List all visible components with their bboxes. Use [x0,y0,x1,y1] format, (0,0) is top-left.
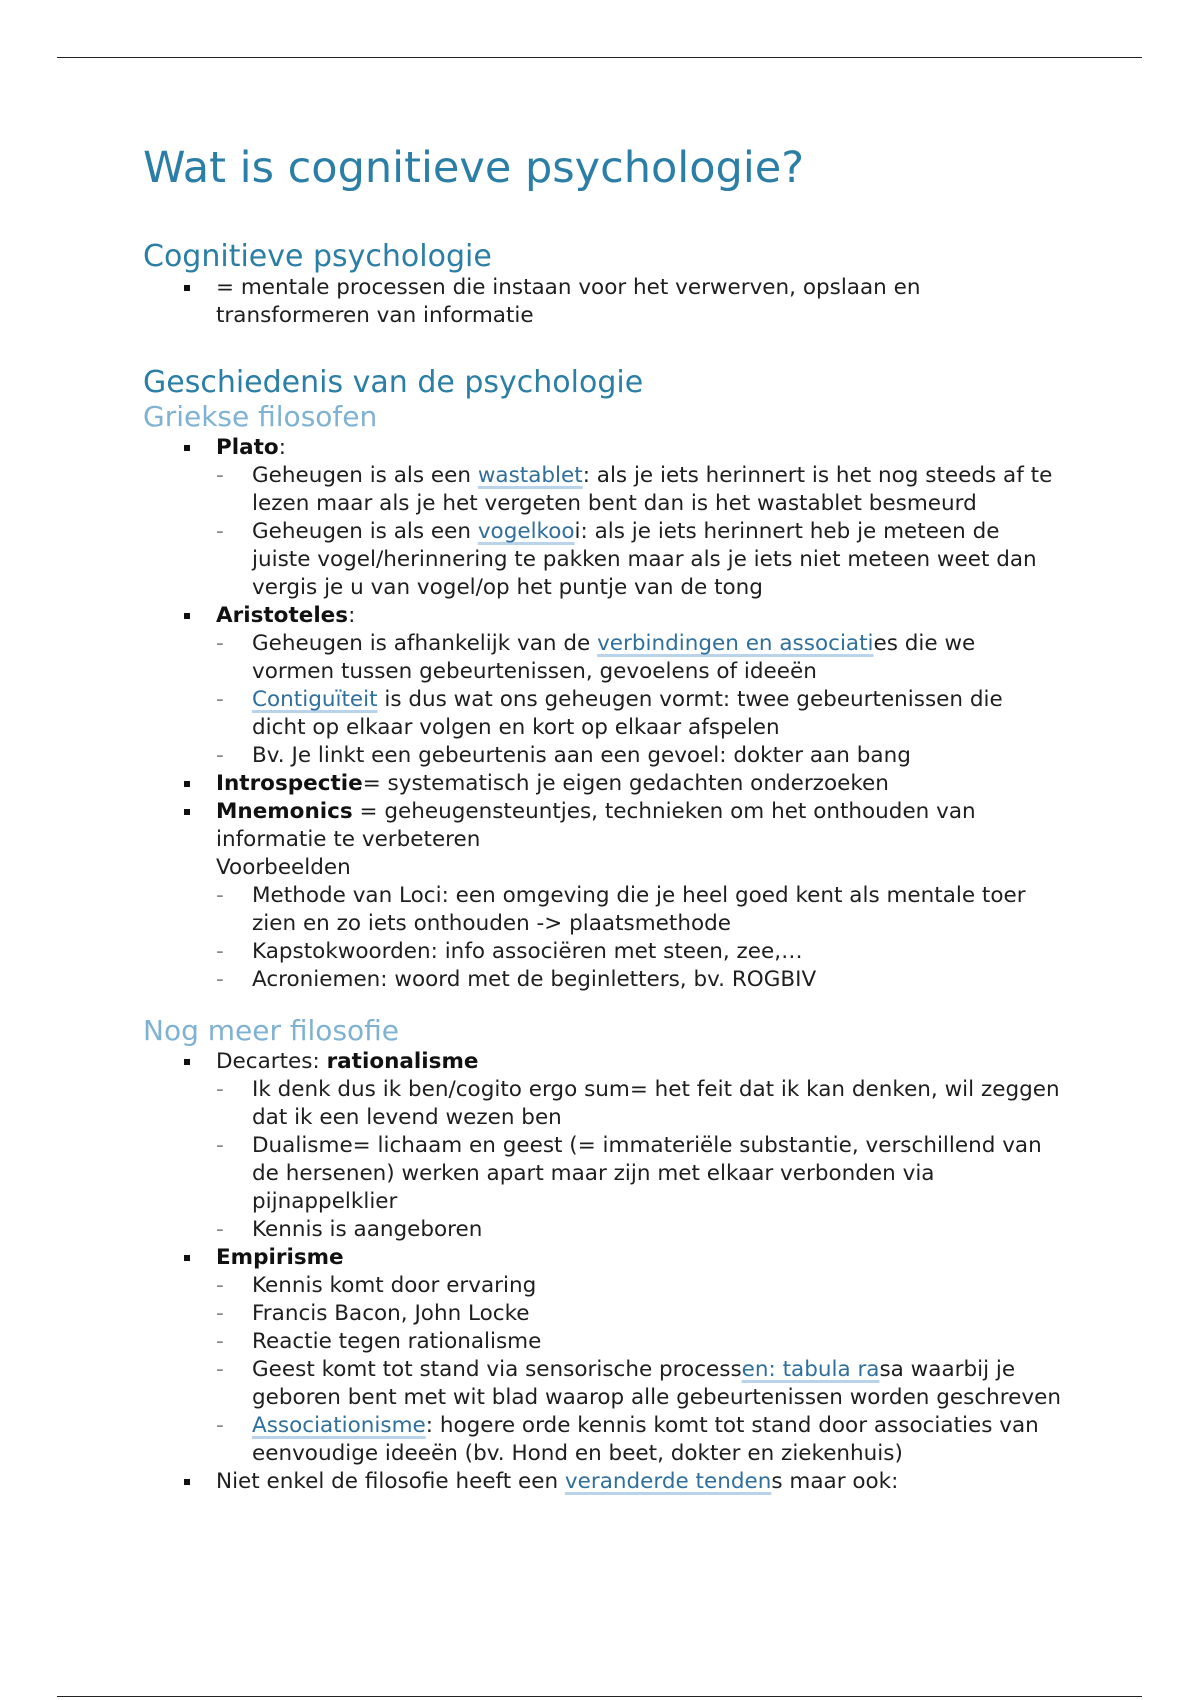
list-item: - Geheugen is als een vogelkooi: als je iets herinnert heb je meteen de juiste vogel/herinnering te pakken maar als je iets niet meteen weet dan vergis je u van vogel/op het puntje van de tong [216,518,1063,602]
list-griekse [143,434,1063,994]
list-item: - Contiguïteit is dus wat ons geheugen vormt: twee gebeurtenissen die dicht op elkaar volgen en kort op elkaar afspelen [216,686,1063,742]
document-body [143,138,1063,1496]
list-item: - Acroniemen: woord met de beginletters, bv. ROGBIV [216,966,1063,994]
top-rule [57,57,1142,58]
subheading-griekse-filosofen: Griekse filosofen [143,400,378,433]
list-item-empirisme: Empirisme - Kennis komt door ervaring - Francis Bacon, John Locke - Reactie tegen rationalisme - Geest komt tot stand via sensorische processen: tabula rasa waarbij je geboren bent met wit blad waarop alle gebeurtenissen worden geschreven - Associationisme: hogere orde kennis komt tot stand door associaties van eenvoudige ideeën (bv. Hond en beet, dokter en ziekenhuis) [143,1244,1063,1468]
heading-cognitieve-psychologie: Cognitieve psychologie [143,239,492,274]
list-item-niet-enkel: Niet enkel de filosofie heeft een veranderde tendens maar ook: [143,1468,1063,1496]
list-item: - Francis Bacon, John Locke [216,1300,1063,1328]
list-item-plato: Plato: - Geheugen is als een wastablet: als je iets herinnert is het nog steeds af te lezen maar als je het vergeten bent dan is het wastablet besmeurd - Geheugen is als een vogelkooi: als je iets herinnert heb je meteen de juiste vogel/herinnering te pakken maar als je iets niet meteen weet dan vergis je u van vogel/op het puntje van de tong [143,434,1063,602]
list-item: - Kennis is aangeboren [216,1216,1063,1244]
list-item: - Kapstokwoorden: info associëren met steen, zee,… [216,938,1063,966]
list-item: - Kennis komt door ervaring [216,1272,1063,1300]
list-item: - Bv. Je linkt een gebeurtenis aan een gevoel: dokter aan bang [216,742,1063,770]
list-cognitieve [143,274,1063,330]
list-item: - Methode van Loci: een omgeving die je heel goed kent als mentale toer zien en zo iets onthouden -> plaatsmethode [216,882,1063,938]
list-item-decartes: Decartes: rationalisme - Ik denk dus ik ben/cogito ergo sum= het feit dat ik kan denken, wil zeggen dat ik een levend wezen ben - Dualisme= lichaam en geest (= immateriële substantie, verschillend van de hersenen) werken apart maar zijn met elkaar verbonden via pijnappelklier - Kennis is aangeboren [143,1048,1063,1244]
list-item-mnemonics: Mnemonics = geheugensteuntjes, technieken om het onthouden van informatie te verbeteren Voorbeelden - Methode van Loci: een omgeving die je heel goed kent als mentale toer zien en zo iets onthouden -> plaatsmethode - Kapstokwoorden: info associëren met steen, zee,… - Acroniemen: woord met de beginletters, bv. ROGBIV [143,798,1063,994]
list-item: - Geheugen is als een wastablet: als je iets herinnert is het nog steeds af te lezen maar als je het vergeten bent dan is het wastablet besmeurd [216,462,1063,518]
list-meer-filosofie [143,1048,1063,1496]
voorbeelden-label: Voorbeelden [216,855,351,880]
heading-geschiedenis: Geschiedenis van de psychologie [143,365,644,400]
list-item: - Dualisme= lichaam en geest (= immateriële substantie, verschillend van de hersenen) werken apart maar zijn met elkaar verbonden via pijnappelklier [216,1132,1063,1216]
list-item-aristoteles: Aristoteles: - Geheugen is afhankelijk van de verbindingen en associaties die we vormen tussen gebeurtenissen, gevoelens of ideeën - Contiguïteit is dus wat ons geheugen vormt: twee gebeurtenissen die dicht op elkaar volgen en kort op elkaar afspelen - Bv. Je linkt een gebeurtenis aan een gevoel: dokter aan bang [143,602,1063,770]
list-item-introspectie: Introspectie= systematisch je eigen gedachten onderzoeken [143,770,1063,798]
subheading-nog-meer-filosofie: Nog meer filosofie [143,1014,400,1047]
page-title: Wat is cognitieve psychologie? [143,143,805,193]
bottom-rule [57,1696,1142,1697]
list-item: - Associationisme: hogere orde kennis komt tot stand door associaties van eenvoudige ideeën (bv. Hond en beet, dokter en ziekenhuis) [216,1412,1063,1468]
list-item: - Ik denk dus ik ben/cogito ergo sum= het feit dat ik kan denken, wil zeggen dat ik een levend wezen ben [216,1076,1063,1132]
list-item: - Reactie tegen rationalisme [216,1328,1063,1356]
list-item: - Geest komt tot stand via sensorische processen: tabula rasa waarbij je geboren bent met wit blad waarop alle gebeurtenissen worden geschreven [216,1356,1063,1412]
list-item: = mentale processen die instaan voor het verwerven, opslaan en transformeren van informatie [143,274,1063,330]
list-item: - Geheugen is afhankelijk van de verbindingen en associaties die we vormen tussen gebeurtenissen, gevoelens of ideeën [216,630,1063,686]
